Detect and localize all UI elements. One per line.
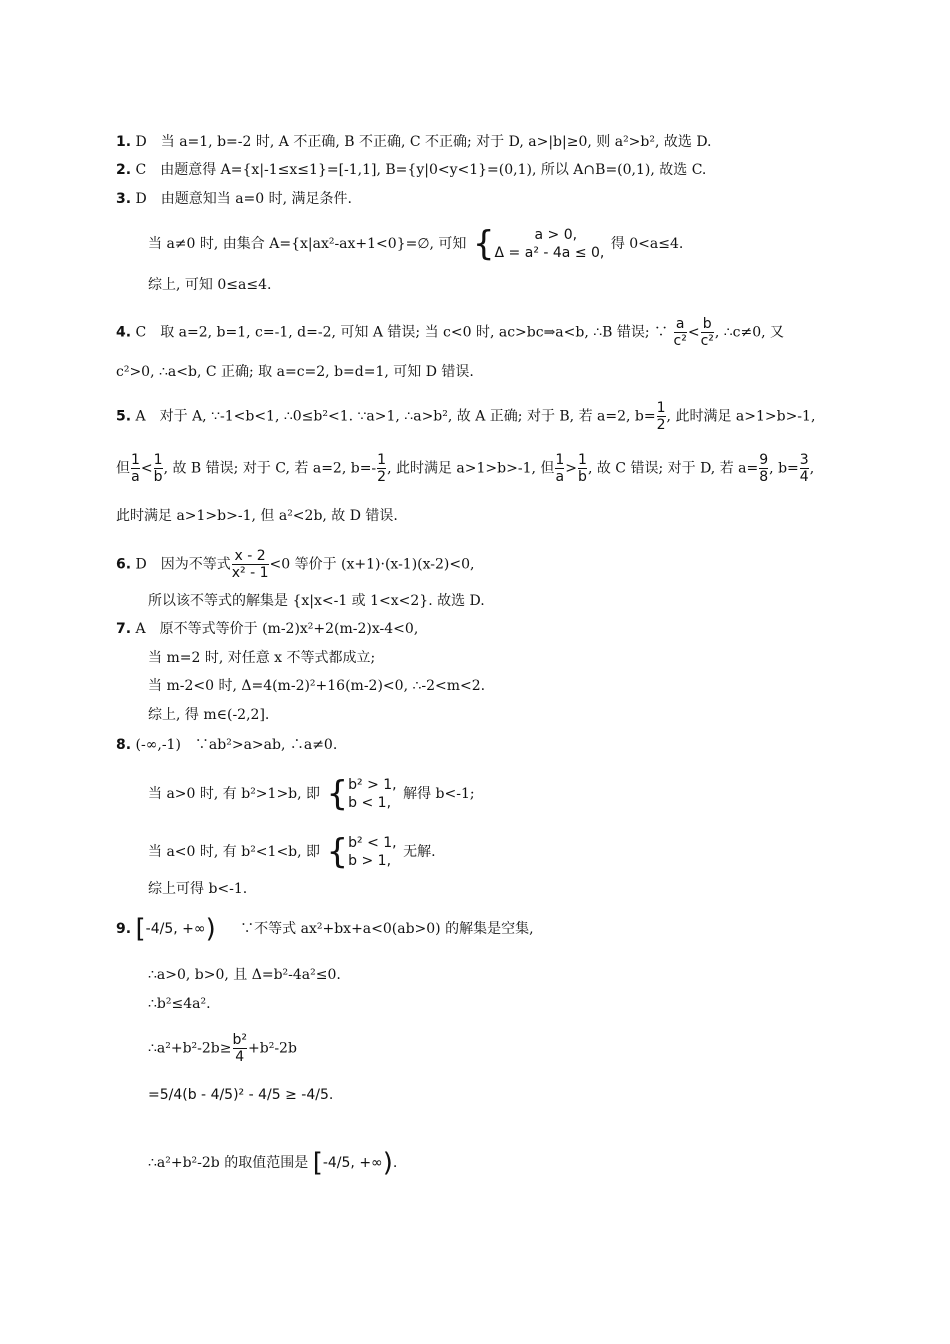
system-row: b > 1, bbox=[348, 853, 392, 869]
numerator: b² bbox=[232, 1032, 248, 1048]
numerator: 1 bbox=[377, 452, 387, 468]
item-text: 所以该不等式的解集是 {x|x<-1 或 1<x<2}. 故选 D. bbox=[148, 593, 485, 609]
item-number: 4. bbox=[116, 324, 132, 341]
item-text: 当 m-2<0 时, Δ=4(m-2)²+16(m-2)<0, ∴-2<m<2. bbox=[148, 678, 486, 694]
item-number: 9. bbox=[116, 921, 132, 937]
item-text: ∴b²≤4a². bbox=[148, 996, 211, 1012]
fraction bbox=[131, 452, 140, 485]
item-6 bbox=[116, 548, 474, 581]
item-3 bbox=[116, 190, 352, 208]
item-8-line-3 bbox=[148, 834, 436, 870]
item-text: 当 a≠0 时, 由集合 A={x|ax²-ax+1<0}=∅, 可知 bbox=[148, 236, 467, 252]
item-text: 此时满足 a>1>b>-1, 但 a²<2b, 故 D 错误. bbox=[116, 508, 398, 524]
fraction bbox=[233, 1032, 248, 1065]
item-number: 2. bbox=[116, 162, 132, 178]
item-number: 6. bbox=[116, 556, 132, 573]
fraction bbox=[154, 452, 163, 485]
denominator: 2 bbox=[656, 417, 666, 433]
item-text: , 故 B 错误; 对于 C, 若 a=2, b=- bbox=[163, 460, 377, 477]
numerator: 1 bbox=[131, 452, 140, 468]
numerator: b bbox=[702, 316, 712, 332]
item-3-line-3 bbox=[148, 276, 271, 294]
item-9: 9. [-4/5, +∞) ∵不等式 ax²+bx+a<0(ab>0) 的解集是空集, bbox=[116, 914, 534, 944]
item-number: 3. bbox=[116, 191, 132, 207]
fraction bbox=[657, 400, 666, 433]
item-text: D 由题意知当 a=0 时, 满足条件. bbox=[135, 191, 352, 207]
item-text: A 对于 A, ∵-1<b<1, ∴0≤b²<1. ∵a>1, ∴a>b², 故 A 正确; 对于 B, 若 a=2, b= bbox=[135, 408, 656, 425]
fraction bbox=[759, 452, 768, 485]
denominator: c² bbox=[700, 333, 714, 349]
item-8 bbox=[116, 736, 337, 754]
equation-system: { b² < 1, b > 1, bbox=[326, 832, 397, 872]
item-5-line-3 bbox=[116, 507, 398, 525]
item-text: ∴a²+b²-2b≥ bbox=[148, 1040, 232, 1057]
fraction bbox=[701, 316, 714, 349]
item-text: , 故 C 错误; 对于 D, 若 a= bbox=[587, 460, 759, 477]
denominator: 2 bbox=[377, 469, 387, 485]
item-number: 8. bbox=[116, 737, 132, 753]
item-text: 但 bbox=[116, 460, 130, 477]
equation-system: { a > 0, Δ = a² - 4a ≤ 0, bbox=[472, 224, 605, 264]
item-text: ∵不等式 ax²+bx+a<0(ab>0) 的解集是空集, bbox=[240, 921, 534, 937]
item-text: , bbox=[809, 460, 815, 477]
denominator: b bbox=[153, 469, 163, 485]
item-text: 解得 b<-1; bbox=[403, 786, 475, 802]
item-text: 综上可得 b<-1. bbox=[148, 881, 248, 897]
answer-interval: -4/5, +∞ bbox=[322, 1155, 383, 1171]
item-text: 综上, 可知 0≤a≤4. bbox=[148, 277, 272, 293]
item-5-line-2: 但 $\frac{1}{a}$ < $\frac{1}{b}$ , 故 B 错误; 对于 C, 若 a=2, b=- $\frac{1}{2}$ , 此时满足 a>1>b>-1, 但 $\frac{1}{a}$ > $\frac{1}{b}$ , 故 C 错误; 对于 D, 若 a= $\frac{9}{8}$ , b= $\frac{3}{4}$ , bbox=[116, 452, 815, 485]
fraction bbox=[800, 452, 809, 485]
denominator: x² - 1 bbox=[231, 565, 269, 581]
item-7-line-4 bbox=[148, 706, 269, 724]
numerator: 1 bbox=[656, 400, 666, 416]
item-9-line-2 bbox=[148, 966, 341, 984]
fraction bbox=[555, 452, 564, 485]
denominator: b bbox=[578, 469, 587, 485]
numerator: 1 bbox=[578, 452, 587, 468]
item-8-line-4 bbox=[148, 880, 247, 898]
item-9-line-6: ∴a²+b²-2b 的取值范围是 [-4/5, +∞). bbox=[148, 1148, 398, 1178]
system-row: Δ = a² - 4a ≤ 0, bbox=[494, 245, 605, 261]
system-row: a > 0, bbox=[534, 227, 578, 243]
denominator: 4 bbox=[799, 469, 809, 485]
item-text: , 此时满足 a>1>b>-1, 但 bbox=[387, 460, 555, 477]
item-text: (-∞,-1) ∵ab²>a>ab, ∴a≠0. bbox=[135, 737, 338, 753]
item-text: +b²-2b bbox=[248, 1040, 297, 1057]
item-text: 当 a<0 时, 有 b²<1<b, 即 bbox=[148, 844, 321, 860]
item-4-line-2 bbox=[116, 363, 474, 381]
denominator: a bbox=[131, 469, 140, 485]
item-text: ∴a²+b²-2b 的取值范围是 bbox=[148, 1155, 309, 1171]
system-row: b² < 1, bbox=[348, 835, 397, 851]
system-row: b² > 1, bbox=[348, 777, 397, 793]
item-text: ∴a>0, b>0, 且 Δ=b²-4a²≤0. bbox=[148, 967, 341, 983]
item-7 bbox=[116, 620, 418, 638]
item-3-line-2 bbox=[148, 226, 683, 262]
item-text: 无解. bbox=[403, 844, 436, 860]
numerator: x - 2 bbox=[234, 548, 266, 564]
item-text: . bbox=[392, 1155, 398, 1171]
item-9-line-4 bbox=[148, 1032, 297, 1065]
item-5 bbox=[116, 400, 815, 433]
item-8-line-2 bbox=[148, 776, 475, 812]
item-1 bbox=[116, 133, 712, 151]
denominator: 4 bbox=[235, 1049, 245, 1065]
item-text: , ∴c≠0, 又 bbox=[714, 324, 785, 341]
system-row: b < 1, bbox=[348, 795, 392, 811]
item-4: 4. C 取 a=2, b=1, c=-1, d=-2, 可知 A 错误; 当 c<0 时, ac>bc⇒a<b, ∴B 错误; ∵ $\frac{a}{\text{c²}}$ < $\frac{b}{\text{c²}}$ , ∴c≠0, 又 bbox=[116, 316, 785, 349]
numerator: a bbox=[675, 316, 685, 332]
item-text: 得 0<a≤4. bbox=[610, 236, 684, 252]
item-2 bbox=[116, 161, 706, 179]
fraction bbox=[578, 452, 587, 485]
item-6-line-2 bbox=[148, 592, 485, 610]
item-text: A 原不等式等价于 (m-2)x²+2(m-2)x-4<0, bbox=[135, 621, 419, 637]
answer-interval: -4/5, +∞ bbox=[145, 921, 206, 937]
numerator: 9 bbox=[759, 452, 769, 468]
item-7-line-3 bbox=[148, 677, 485, 695]
numerator: 1 bbox=[555, 452, 565, 468]
denominator: 8 bbox=[759, 469, 769, 485]
numerator: 1 bbox=[153, 452, 163, 468]
denominator: c² bbox=[673, 333, 687, 349]
item-text: C 取 a=2, b=1, c=-1, d=-2, 可知 A 错误; 当 c<0 时, ac>bc⇒a<b, ∴B 错误; ∵ bbox=[135, 324, 669, 341]
item-text: 当 a>0 时, 有 b²>1>b, 即 bbox=[148, 786, 321, 802]
item-text: D 当 a=1, b=-2 时, A 不正确, B 不正确, C 不正确; 对于 D, a>|b|≥0, 则 a²>b², 故选 D. bbox=[135, 134, 712, 150]
item-text: , b= bbox=[769, 460, 799, 477]
item-text: <0 等价于 (x+1)·(x-1)(x-2)<0, bbox=[269, 556, 475, 573]
item-number: 1. bbox=[116, 134, 132, 150]
item-text: c²>0, ∴a<b, C 正确; 取 a=c=2, b=d=1, 可知 D 错误. bbox=[116, 364, 474, 380]
item-text: 综上, 得 m∈(-2,2]. bbox=[148, 707, 270, 723]
item-9-line-3 bbox=[148, 995, 211, 1013]
numerator: 3 bbox=[799, 452, 809, 468]
item-7-line-2 bbox=[148, 649, 375, 667]
item-text: , 此时满足 a>1>b>-1, bbox=[666, 408, 816, 425]
item-9-line-5 bbox=[148, 1086, 333, 1104]
fraction bbox=[377, 452, 386, 485]
fraction bbox=[232, 548, 269, 581]
item-number: 5. bbox=[116, 408, 132, 425]
denominator: a bbox=[555, 469, 565, 485]
equation-system: { b² > 1, b < 1, bbox=[326, 774, 397, 814]
item-text: D 因为不等式 bbox=[135, 556, 231, 573]
item-text: =5/4(b - 4/5)² - 4/5 ≥ -4/5. bbox=[148, 1087, 334, 1103]
item-text: 当 m=2 时, 对任意 x 不等式都成立; bbox=[148, 650, 376, 666]
item-text: C 由题意得 A={x|-1≤x≤1}=[-1,1], B={y|0<y<1}=(0,1), 所以 A∩B=(0,1), 故选 C. bbox=[135, 162, 707, 178]
fraction bbox=[674, 316, 687, 349]
item-number: 7. bbox=[116, 621, 132, 637]
